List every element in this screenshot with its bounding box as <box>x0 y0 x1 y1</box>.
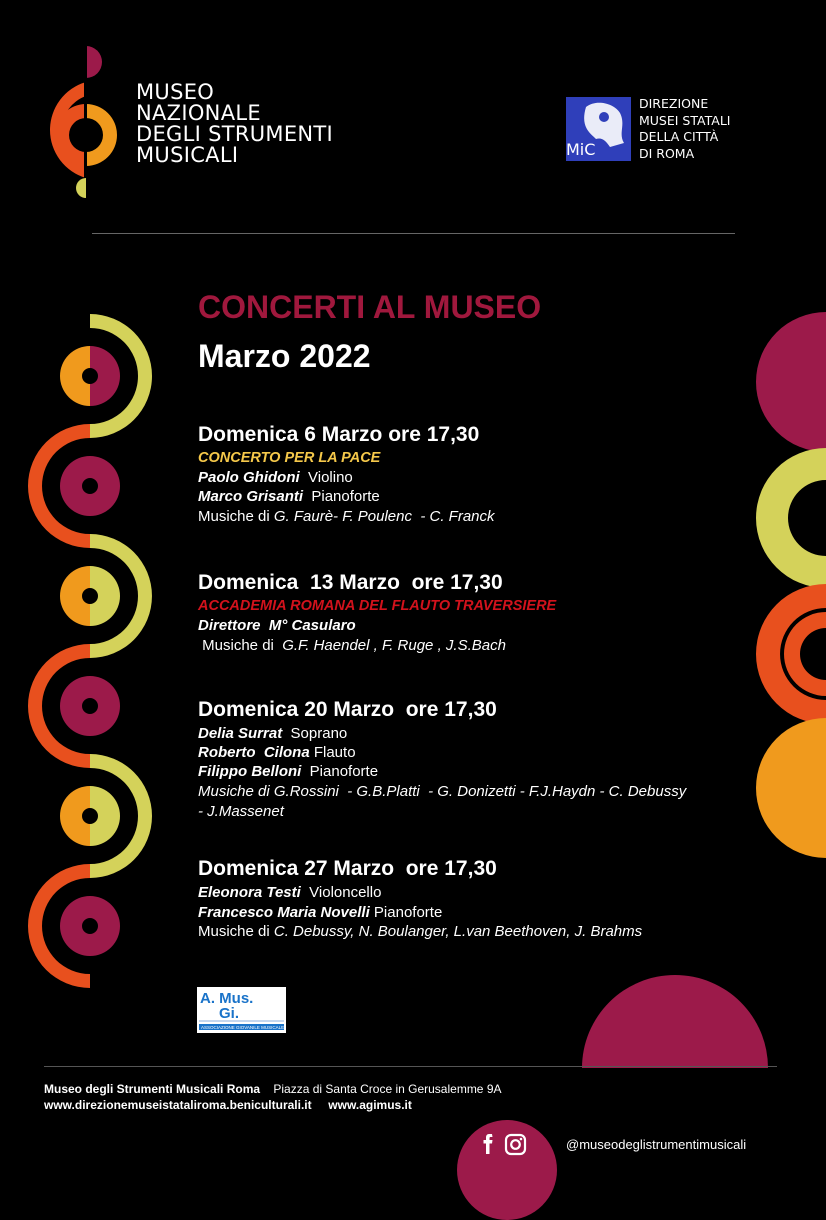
agimus-logo-line1: A. Mus. <box>200 990 254 1007</box>
performer-role: Pianoforte <box>309 763 379 780</box>
museum-name-line: NAZIONALE <box>136 101 261 125</box>
direzione-line: DI ROMA <box>639 145 695 161</box>
page-subtitle: Marzo 2022 <box>198 338 371 374</box>
mic-logo-text: MiC <box>566 140 596 159</box>
decor-inner-arc <box>60 566 90 626</box>
performer <box>198 743 356 763</box>
performer-role: Violino <box>308 469 353 486</box>
instagram-icon[interactable] <box>506 1135 525 1154</box>
music-prefix: Musiche di <box>198 508 274 525</box>
composers <box>198 636 506 656</box>
composers-list: - J.Massenet <box>198 803 284 820</box>
performer-name: Delia Surrat <box>198 725 283 742</box>
agimus-logo <box>197 987 286 1033</box>
music-prefix: Musiche di <box>198 637 283 654</box>
performer <box>198 487 380 507</box>
footer-address-line <box>44 1082 502 1096</box>
direzione-line: MUSEI STATALI <box>639 112 731 128</box>
performer <box>198 724 347 744</box>
composers-list: G.F. Haendel , F. Ruge , J.S.Bach <box>282 637 506 654</box>
event-date: Domenica 6 Marzo ore 17,30 <box>198 423 480 446</box>
performer <box>198 468 353 488</box>
music-prefix: Musiche di <box>198 923 274 940</box>
decor-inner-arc <box>90 896 120 956</box>
mic-logo <box>566 97 631 161</box>
performer <box>198 883 381 903</box>
direzione-line: DELLA CITTÀ <box>639 129 719 144</box>
performer-name: Eleonora Testi <box>198 884 301 901</box>
performer-role: Soprano <box>290 725 348 742</box>
composers <box>198 507 495 527</box>
performer-role: Violoncello <box>309 884 382 901</box>
decor-inner-arc <box>60 896 90 956</box>
event-date: Domenica 13 Marzo ore 17,30 <box>198 571 503 594</box>
event-date: Domenica 27 Marzo ore 17,30 <box>198 857 497 880</box>
footer-divider <box>44 1066 777 1067</box>
performer-name: Paolo Ghidoni <box>198 469 300 486</box>
composers-list: G. Faurè- F. Poulenc - C. Franck <box>273 508 495 525</box>
social-handle[interactable]: @museodeglistrumentimusicali <box>566 1137 747 1152</box>
performer <box>198 903 442 923</box>
event-program-title: CONCERTO PER LA PACE <box>198 450 381 466</box>
museum-name-line: MUSICALI <box>136 143 239 167</box>
footer-address: Piazza di Santa Croce in Gerusalemme 9A <box>273 1082 502 1096</box>
header-divider <box>92 233 735 234</box>
agimus-logo-caption: ASSOCIAZIONE GIOVANILE MUSICALE <box>201 1025 285 1030</box>
decor-inner-arc <box>90 346 120 406</box>
decor-inner-arc <box>60 346 90 406</box>
museum-name <box>136 82 333 166</box>
direzione-line: DIREZIONE <box>639 96 709 111</box>
direzione-musei <box>639 96 730 162</box>
performer-role: Flauto <box>313 744 356 761</box>
agimus-logo-line2: Gi. <box>219 1005 240 1022</box>
decor-inner-arc <box>90 566 120 626</box>
performer-role: Pianoforte <box>311 488 380 505</box>
decor-inner-arc <box>90 676 120 736</box>
right-decorative-circles-icon <box>560 300 826 1080</box>
performer-name: Marco Grisanti <box>198 488 304 505</box>
left-decorative-circles-icon <box>0 300 170 1000</box>
performer <box>198 762 378 782</box>
performer-name: Filippo Belloni <box>198 763 302 780</box>
performer-name: Francesco Maria Novelli <box>198 904 370 921</box>
footer-websites-line <box>44 1098 412 1112</box>
footer-website-link[interactable]: www.agimus.it <box>328 1098 412 1112</box>
footer-website-link[interactable]: www.direzionemuseistataliroma.beniculturali.it <box>44 1098 312 1112</box>
decor-inner-arc <box>60 676 90 736</box>
museum-name-line: MUSEO <box>136 80 215 104</box>
decor-inner-arc <box>90 786 120 846</box>
composers <box>198 922 642 942</box>
decor-inner-arc <box>90 456 120 516</box>
footer-museum-name: Museo degli Strumenti Musicali Roma <box>44 1082 261 1096</box>
social-circle <box>457 1120 557 1220</box>
page-title: CONCERTI AL MUSEO <box>198 289 542 325</box>
performer-role: Pianoforte <box>373 904 443 921</box>
museum-logo-mark-icon <box>40 42 120 202</box>
event-program-title: ACCADEMIA ROMANA DEL FLAUTO TRAVERSIERE <box>198 598 557 614</box>
museum-name-line: DEGLI STRUMENTI <box>136 122 334 146</box>
event-date: Domenica 20 Marzo ore 17,30 <box>198 698 497 721</box>
composers-list: Musiche di G.Rossini - G.B.Platti - G. Donizetti - F.J.Haydn - C. Debussy <box>198 783 687 800</box>
performer-name: Roberto Cilona <box>198 744 310 761</box>
decor-inner-arc <box>60 786 90 846</box>
composers-list: C. Debussy, N. Boulanger, L.van Beethoven, J. Brahms <box>273 923 643 940</box>
event-director: Direttore M° Casularo <box>198 617 356 634</box>
decor-inner-arc <box>60 456 90 516</box>
facebook-icon[interactable] <box>484 1134 493 1154</box>
